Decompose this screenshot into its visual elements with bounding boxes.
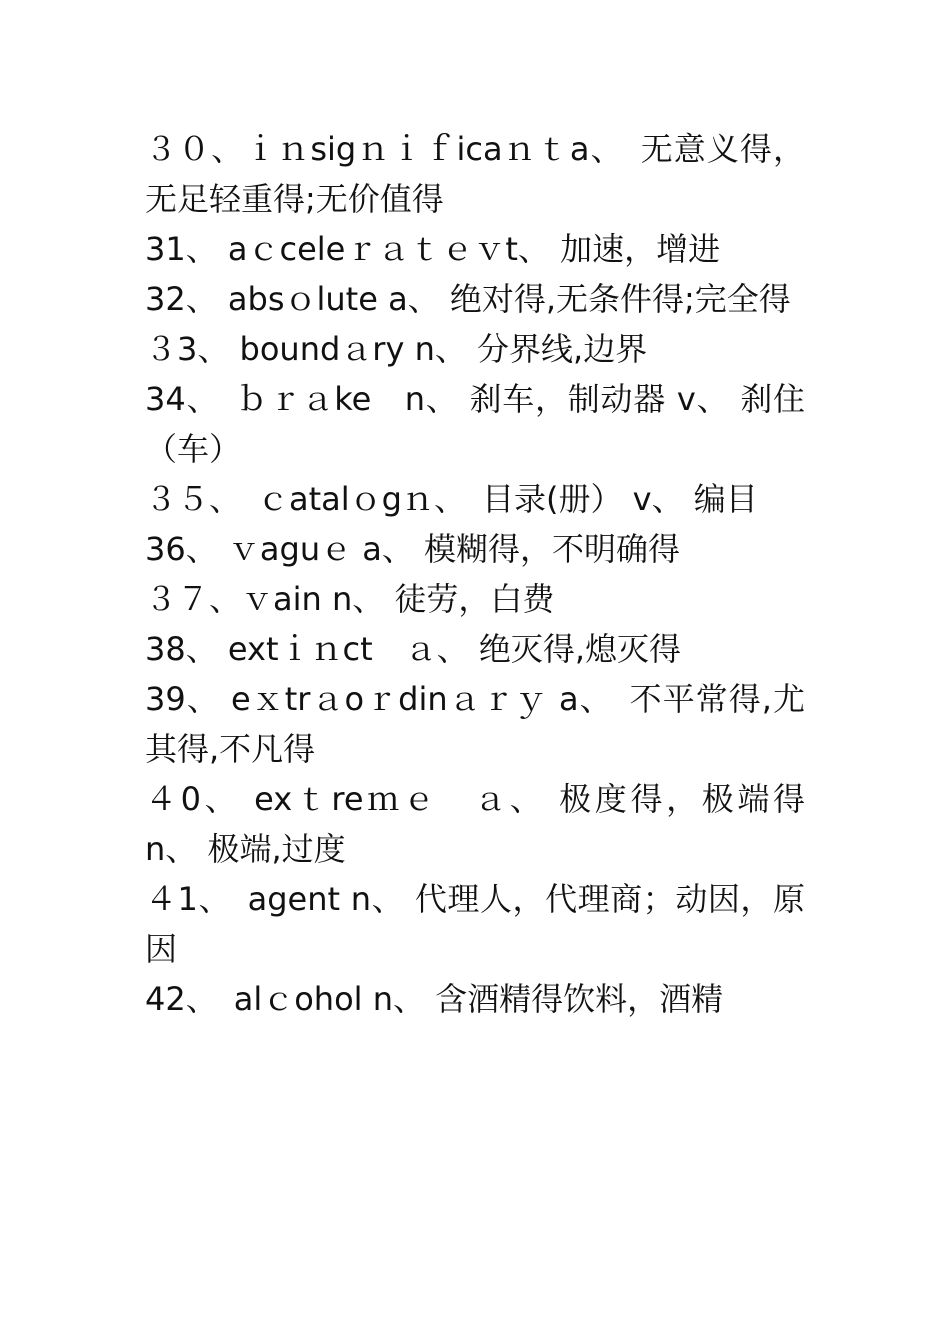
vocab-entry-35: ３５、 ｃatalｏgｎ、 目录(册） v、 编目 [145, 480, 758, 518]
document-page [145, 124, 838, 1024]
vocab-entry-32: 32、 absｏlute a、 绝对得,无条件得;完全得 [145, 280, 791, 318]
vocab-entry-36: 36、 ｖaguｅ a、 模糊得，不明确得 [145, 530, 681, 568]
vocab-entry-40: ４0、 exｔreｍｅ ａ、 极度得，极端得 n、 极端,过度 [145, 780, 838, 868]
vocab-entry-31: 31、 aｃceleｒａｔｅｖt、 加速，增进 [145, 230, 721, 268]
vocab-entry-42: 42、 alｃohol n、 含酒精得饮料，酒精 [145, 980, 724, 1018]
vocab-entry-34: 34、 ｂｒａke n、 刹车，制动器 v、 刹住（车） [145, 380, 805, 468]
vocab-entry-38: 38、 extｉｎct ａ、 绝灭得,熄灭得 [145, 630, 681, 668]
vocab-entry-33: ３3、 boundａry n、 分界线,边界 [145, 330, 648, 368]
vocab-entry-41: ４1、 agent n、 代理人，代理商；动因，原因 [145, 880, 805, 968]
vocab-entry-39: 39、 eｘtrａoｒdinａｒｙ a、 不平常得,尤其得,不凡得 [145, 680, 805, 768]
vocab-entry-37: ３７、ｖain n、 徒劳，白费 [145, 580, 555, 618]
vocab-entry-30: ３０、ｉｎsigｎｉｆicaｎｔa、 无意义得，无足轻重得;无价值得 [145, 130, 805, 218]
